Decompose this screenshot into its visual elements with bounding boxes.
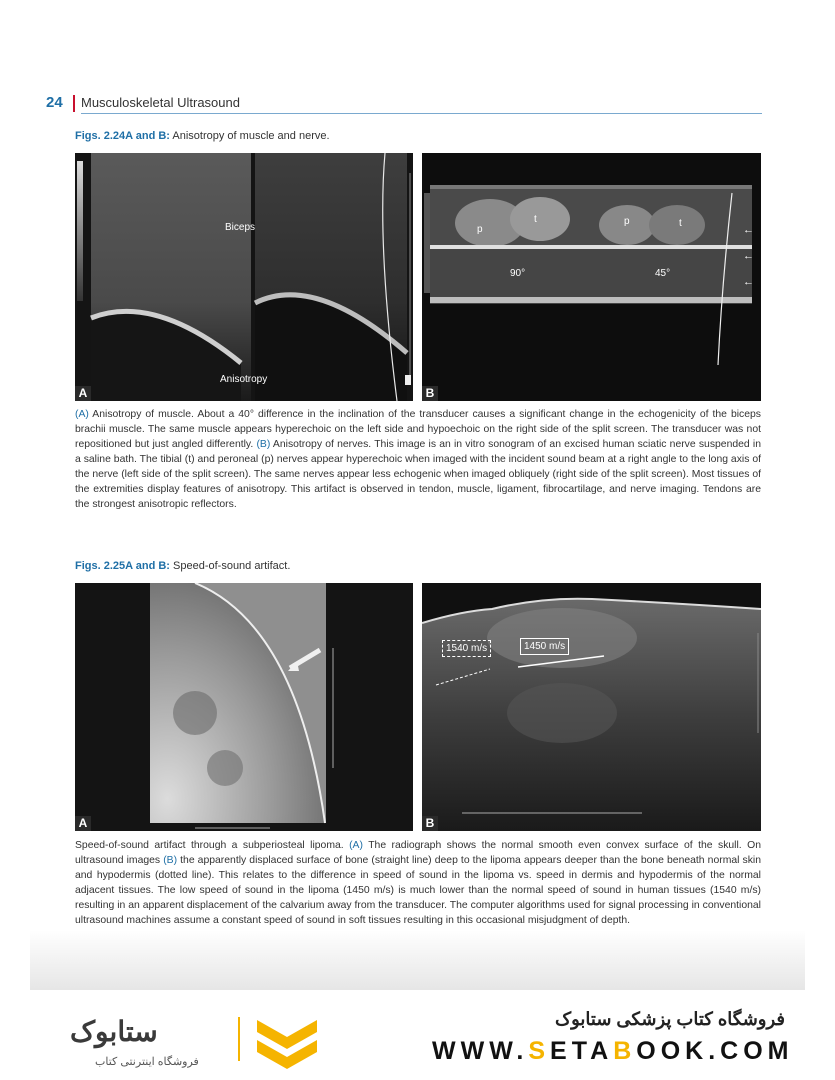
- label-biceps: Biceps: [225, 222, 256, 233]
- figure-2-panel-b: [422, 583, 761, 831]
- caption-ref-a: (A): [75, 409, 89, 420]
- caption-text-3: the apparently displaced surface of bone (straight line) deep to the lipoma appears deeper than the bone beneath normal skin and hypodermis (dotted line). This relates to the difference in speed of sound in the lipoma vs. speed in dermis and hypodermis of the normal adjacent tissues. The low speed of sound in the lipoma (1450 m/s) is much lower than the normal speed of sound in human tissues (1540 m/s) resulting in an apparent displacement of the calvarium away from the transducer. The computer algorithms used for signal processing in conventional ultrasound machines assume a constant speed of sound in soft tissues resulting in this occasional misjudgment of depth.: [75, 855, 762, 926]
- figure-2-label: Figs. 2.25A and B:: [75, 560, 170, 572]
- label-tibial-right: t: [679, 218, 682, 229]
- page-number: 24: [46, 94, 63, 111]
- setabook-logo: ستابوک: [70, 1016, 158, 1047]
- arrow-left-icon: ←: [743, 276, 754, 288]
- skull-radiograph-image: [75, 583, 413, 831]
- label-tibial-left: t: [534, 214, 537, 225]
- panel-letter-b: B: [422, 816, 438, 831]
- page-header: [44, 94, 762, 114]
- logo-subtitle: فروشگاه اینترنتی کتاب: [95, 1056, 199, 1068]
- label-1540-box: 1540 m/s: [442, 640, 491, 657]
- lipoma-ultrasound-image: [422, 583, 761, 831]
- page-bottom-shadow: [30, 930, 805, 990]
- figure-1-label: Figs. 2.24A and B:: [75, 130, 170, 142]
- caption-ref-b: (B): [256, 439, 271, 450]
- figure-1-caption: [75, 407, 761, 512]
- chevron-logo-icon: [252, 1015, 322, 1070]
- figure-2-title-text: Speed-of-sound artifact.: [173, 560, 291, 572]
- caption-text-b: Anisotropy of nerves. This image is an in vitro sonogram of an excised human sciatic nerve suspended in a saline bath. The tibial (t) and peroneal (p) nerves appear hyperechoic when imaged with the incident sound beam at a right angle to the long axis of the nerve (left side of the split screen). The same nerves appear less echogenic when imaged obliquely (right side of the split screen). Most tissues of the extremities display features of anisotropy. This artifact is observed in tendon, muscle, ligament, fibrocartilage, and nerve imaging. Tendons are the strongest anisotropic reflectors.: [75, 439, 761, 510]
- figure-1-panel-b: [422, 153, 761, 401]
- site-url[interactable]: WWW.SETABOOK.COM: [432, 1037, 794, 1065]
- logo-divider: [238, 1017, 240, 1061]
- panel-letter-a: A: [75, 386, 91, 401]
- muscle-ultrasound-image: [75, 153, 413, 401]
- label-peroneal-left: p: [477, 224, 483, 235]
- label-angle-90: 90°: [510, 268, 526, 279]
- shop-name: فروشگاه کتاب پزشکی ستابوک: [555, 1009, 785, 1029]
- nerve-ultrasound-image: [422, 153, 761, 401]
- label-1450-box: 1450 m/s: [520, 638, 569, 655]
- figure-1-title-text: Anisotropy of muscle and nerve.: [172, 130, 330, 142]
- label-anisotropy: Anisotropy: [220, 374, 268, 385]
- figure-1-panel-a: [75, 153, 413, 401]
- panel-letter-b: B: [422, 386, 438, 401]
- caption-text-a: Anisotropy of muscle. About a 40° difference in the inclination of the transducer causes a significant change in the echogenicity of the biceps brachii muscle. The same muscle appears hyperechoic on the left side and hypoechoic on the right side of the split screen. The transducer was not repositioned but just angled differently.: [75, 409, 761, 450]
- figure-2-title: [75, 560, 290, 572]
- label-peroneal-right: p: [624, 216, 630, 227]
- figure-2-panel-a: [75, 583, 413, 831]
- running-title: Musculoskeletal Ultrasound: [81, 95, 240, 110]
- arrow-left-icon: ←: [743, 224, 754, 236]
- label-angle-45: 45°: [655, 268, 671, 279]
- header-accent-bar: [73, 95, 75, 112]
- figure-2-caption: [75, 838, 761, 928]
- figure-1-title: [75, 130, 330, 142]
- caption-text-1: Speed-of-sound artifact through a subperiosteal lipoma.: [75, 840, 350, 851]
- caption-ref-b: (B): [163, 855, 178, 866]
- caption-ref-a: (A): [349, 840, 363, 851]
- caption-text-2: The radiograph shows the normal smooth even convex surface of the skull. On ultrasound images: [75, 840, 761, 866]
- panel-letter-a: A: [75, 816, 91, 831]
- header-rule: [81, 113, 762, 114]
- footer-banner: [0, 995, 835, 1080]
- arrow-left-icon: ←: [743, 250, 754, 262]
